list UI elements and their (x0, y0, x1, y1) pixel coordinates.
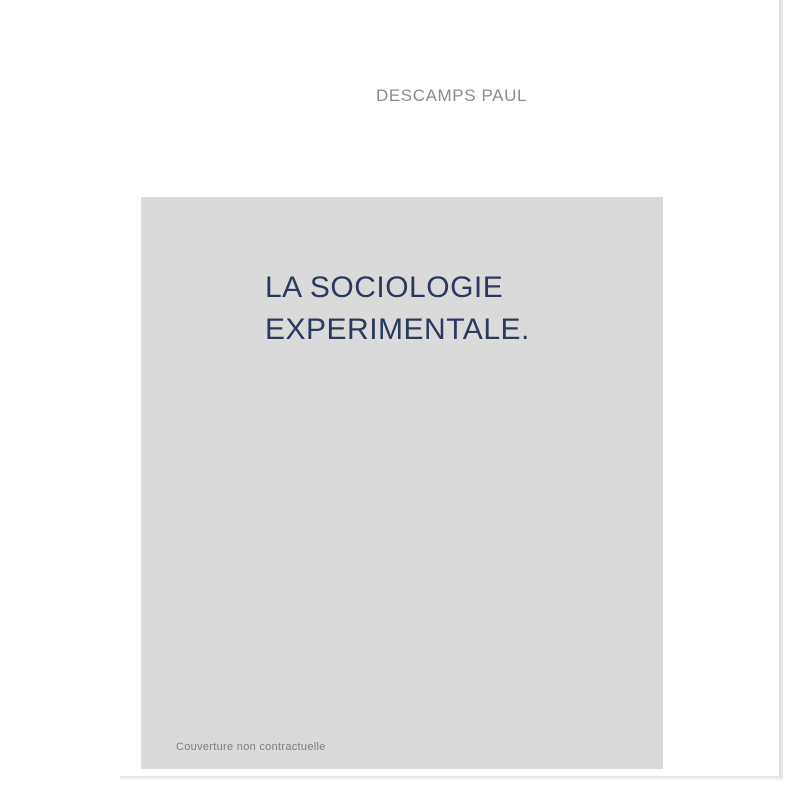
cover-sheet (120, 0, 783, 780)
cover-author: DESCAMPS PAUL (375, 86, 528, 105)
cover-art-panel (141, 197, 663, 769)
page-edge-bottom (120, 776, 783, 780)
cover-title-line-1: LA SOCIOLOGIE (265, 271, 504, 304)
cover-title-line-2: EXPERIMENTALE. (265, 313, 530, 346)
cover-title (265, 267, 665, 351)
cover-disclaimer: Couverture non contractuelle (176, 741, 326, 753)
page-edge-right (779, 0, 783, 780)
